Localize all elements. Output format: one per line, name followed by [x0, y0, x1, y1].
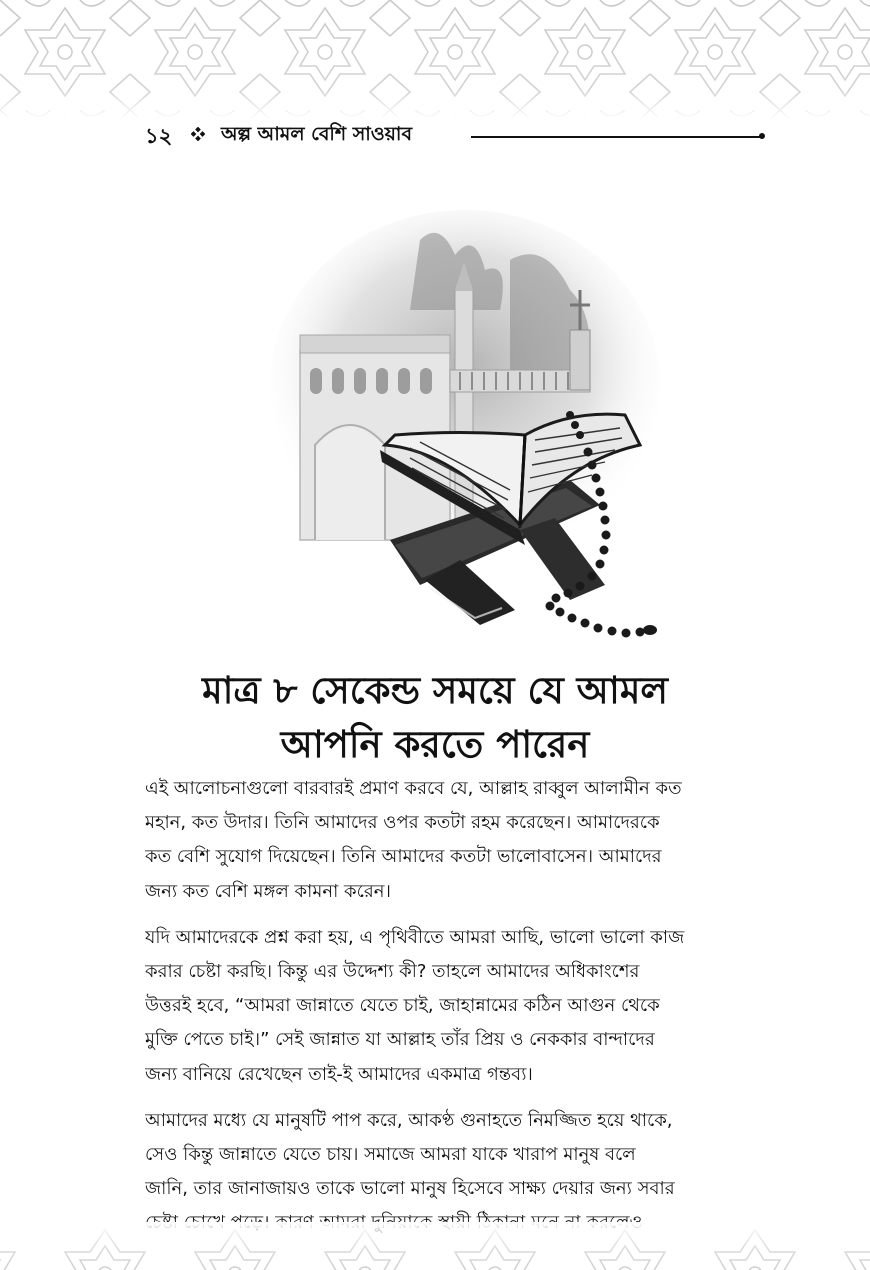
paragraph — [145, 921, 765, 1092]
running-header — [145, 118, 765, 150]
header-rule — [471, 136, 761, 138]
text-line: জানি, তার জানাজায়ও তাকে ভালো মানুষ হিসেবে সাক্ষ্য দেয়ার জন্য সবার — [145, 1178, 675, 1200]
bottom-arabesque-border — [0, 1222, 870, 1270]
text-line: উত্তরই হবে, “আমরা জান্নাতে যেতে চাই, জাহান্নামের কঠিন আগুন থেকে — [145, 995, 660, 1017]
text-line: এই আলোচনাগুলো বারবারই প্রমাণ করবে যে, আল্লাহ রাব্বুল আলামীন কত — [145, 778, 682, 799]
diamond-ornament-icon — [191, 127, 205, 141]
page-number: ১২ — [145, 124, 173, 148]
chapter-title — [100, 664, 770, 772]
text-line: মহান, কত উদার। তিনি আমাদের ওপর কতটা রহম করেছেন। আমাদেরকে — [145, 812, 660, 834]
chapter-title-line: আপনি করতে পারেন — [280, 723, 590, 766]
paragraph — [145, 772, 765, 909]
chapter-title-line: মাত্র ৮ সেকেন্ড সময়ে যে আমল — [202, 669, 668, 712]
paragraph — [145, 1104, 765, 1241]
quran-on-rehal-with-prayer-beads-illustration — [270, 200, 670, 650]
running-title: অল্প আমল বেশি সাওয়াব — [221, 123, 413, 145]
text-line: যদি আমাদেরকে প্রশ্ন করা হয়, এ পৃথিবীতে আমরা আছি, ভালো ভালো কাজ — [145, 926, 685, 948]
text-line: মুক্তি পেতে চাই।” সেই জান্নাত যা আল্লাহ তাঁর প্রিয় ও নেককার বান্দাদের — [145, 1029, 655, 1051]
top-arabesque-border — [0, 0, 870, 120]
body-text — [145, 772, 765, 1253]
text-line: কত বেশি সুযোগ দিয়েছেন। তিনি আমাদের কতটা ভালোবাসেন। আমাদের — [145, 846, 662, 868]
text-line: জন্য কত বেশি মঙ্গল কামনা করেন। — [145, 880, 391, 902]
header-rule-end-dot — [759, 133, 765, 139]
text-line: সেও কিন্তু জান্নাতে যেতে চায়। সমাজে আমরা যাকে খারাপ মানুষ বলে — [145, 1144, 636, 1166]
text-line: করার চেষ্টা করছি। কিন্তু এর উদ্দেশ্য কী? তাহলে আমাদের অধিকাংশের — [145, 961, 640, 983]
text-line: আমাদের মধ্যে যে মানুষটি পাপ করে, আকণ্ঠ গুনাহতে নিমজ্জিত হয়ে থাকে, — [145, 1109, 673, 1131]
text-line: জন্য বানিয়ে রেখেছেন তাই-ই আমাদের একমাত্র গন্তব্য। — [145, 1063, 533, 1085]
